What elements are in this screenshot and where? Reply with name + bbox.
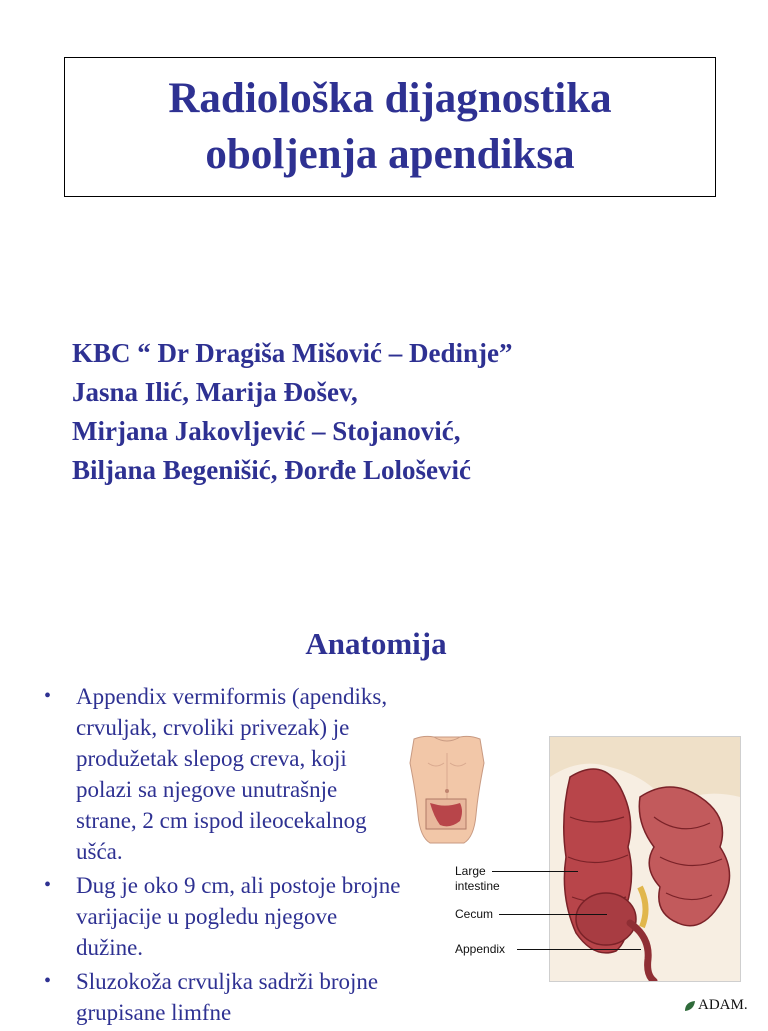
authors-block	[72, 334, 512, 490]
author-line: Biljana Begenišić, Đorđe Lološević	[72, 455, 471, 485]
author-line: Mirjana Jakovljević – Stojanović,	[72, 416, 461, 446]
intestine-drawing	[550, 737, 740, 981]
author-line: Jasna Ilić, Marija Đošev,	[72, 377, 358, 407]
section-title: Anatomija	[305, 626, 447, 661]
adam-text: ADAM.	[698, 997, 748, 1013]
title-line-2: oboljenja apendiksa	[205, 131, 575, 178]
bullet-text: Sluzokoža crvuljka sadrži brojne grupisane limfne	[76, 969, 379, 1025]
bullet-list	[42, 681, 402, 1031]
leader-line	[517, 949, 641, 950]
author-line: KBC “ Dr Dragiša Mišović – Dedinje”	[72, 338, 513, 368]
adam-credit	[684, 997, 748, 1014]
title-line-1: Radiološka dijagnostika	[168, 75, 612, 122]
list-item	[42, 870, 402, 963]
list-item	[42, 966, 402, 1028]
bullet-icon: •	[44, 874, 52, 896]
label-large: Large	[455, 864, 486, 878]
list-item	[42, 681, 402, 867]
leader-line	[492, 871, 578, 872]
anatomy-illustration	[549, 736, 741, 982]
bullet-icon: •	[44, 685, 52, 707]
bullet-text: Appendix vermiformis (apendiks, crvuljak, crvoliki privezak) je produžetak slepog creva, koji polazi sa njegove unutrašnje strane, 2 cm ispod ileocekalnog ušća.	[76, 684, 388, 864]
label-intestine: intestine	[455, 879, 500, 893]
leader-line	[499, 914, 607, 915]
label-cecum: Cecum	[455, 907, 494, 921]
torso-illustration	[404, 733, 490, 845]
bullet-icon: •	[44, 970, 52, 992]
leaf-icon	[684, 1000, 696, 1012]
title-box	[64, 57, 716, 197]
bullet-text: Dug je oko 9 cm, ali postoje brojne varijacije u pogledu njegove dužine.	[76, 873, 401, 960]
label-appendix: Appendix	[455, 942, 506, 956]
